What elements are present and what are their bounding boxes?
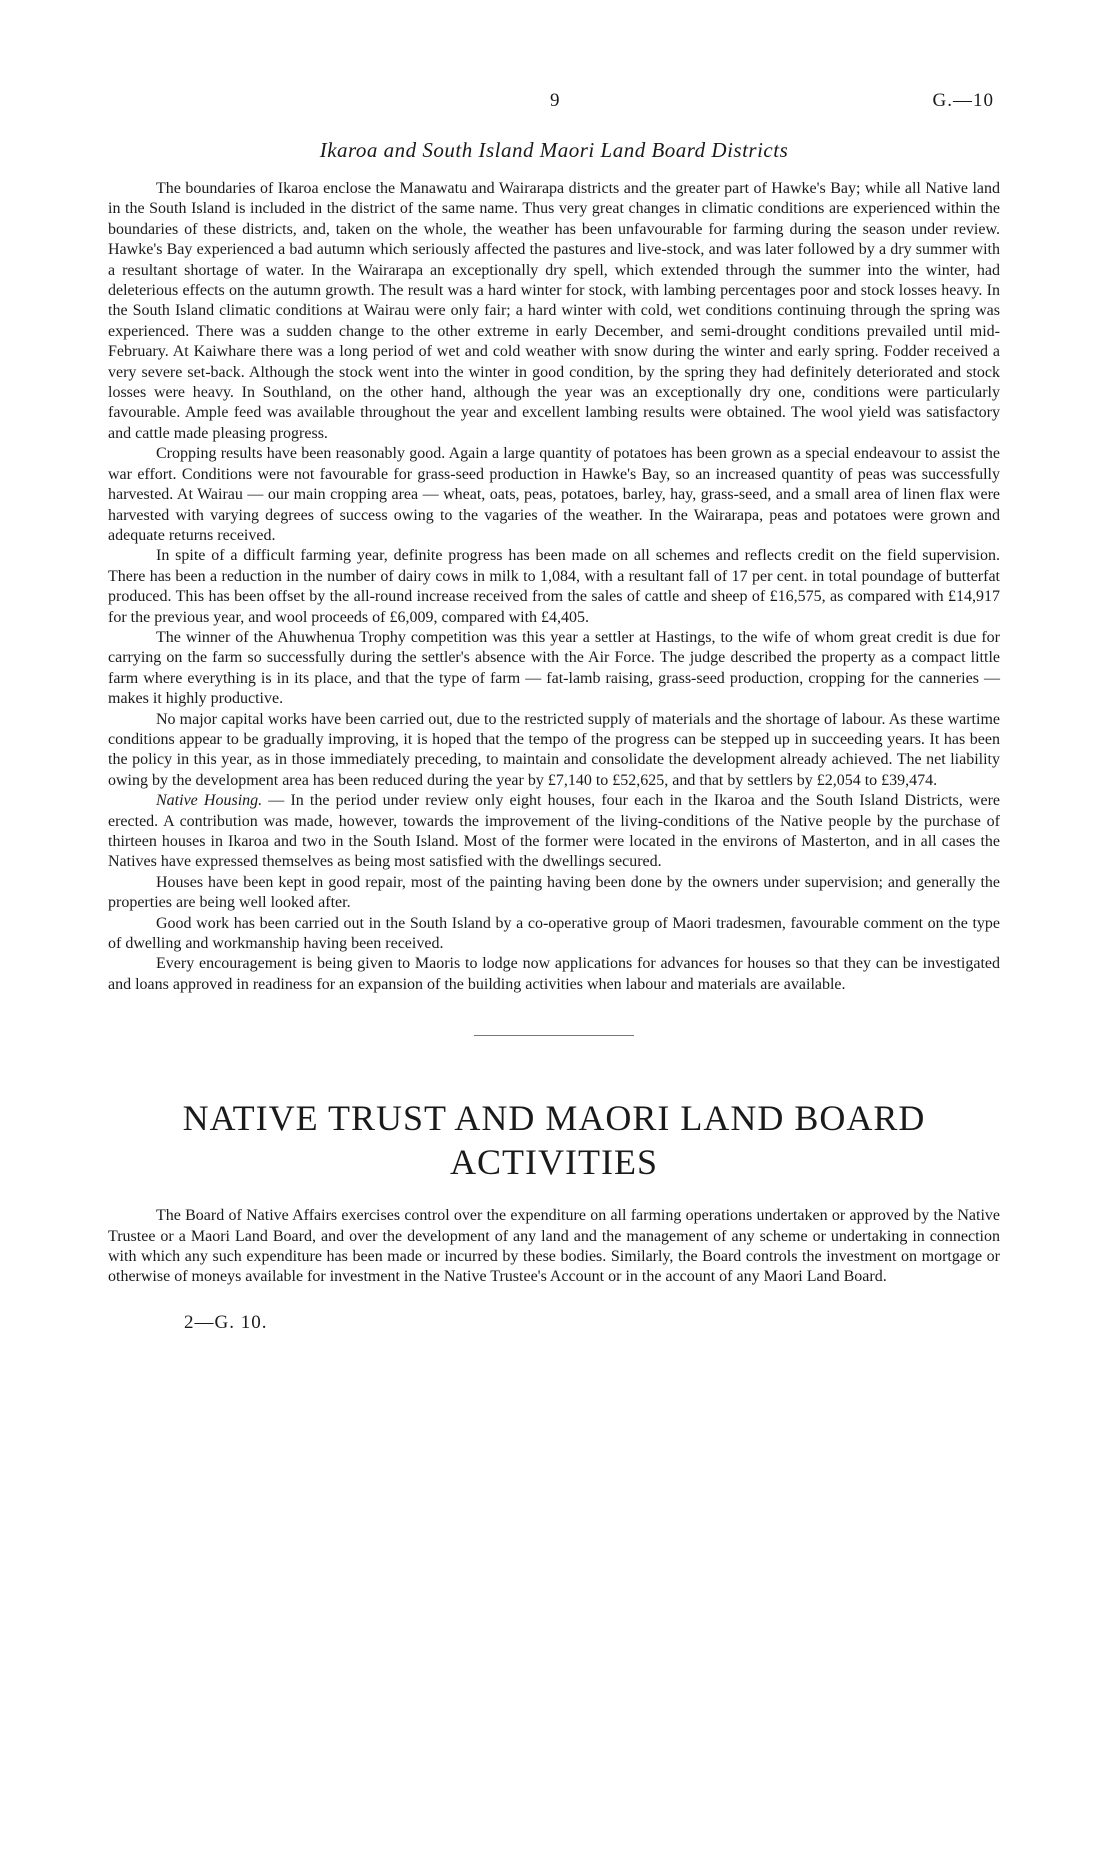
page-number: 9 bbox=[550, 90, 560, 111]
major-heading-line-2: ACTIVITIES bbox=[450, 1142, 658, 1183]
paragraph-climate: The boundaries of Ikaroa enclose the Manawatu and Wairarapa districts and the greater part of Hawke's Bay; while all Native land in the South Island is included in the district of the same name. Thus very great changes in climatic conditions are experienced within the boundaries of these districts, and, taken on the whole, the weather has been unfavourable for farming during the season under review. Hawke's Bay experienced a bad autumn which seriously affected the pastures and live-stock, and was later followed by a dry summer with a resultant shortage of water. In the Wairarapa an exceptionally dry spell, which extended through the summer into the winter, had deleterious effects on the autumn growth. The result was a hard winter for stock, with lambing percentages poor and stock losses heavy. In the South Island climatic conditions at Wairau were only fair; a hard winter with cold, wet conditions continuing through the spring was experienced. There was a sudden change to the other extreme in early December, and semi-drought conditions prevailed until mid-February. At Kaiwhare there was a long period of wet and cold weather with snow during the winter and early spring. Fodder received a very severe set-back. Although the stock went into the winter in good condition, by the spring they had definitely deteriorated and stock losses were heavy. In Southland, on the other hand, although the year was an exceptionally dry one, conditions were particularly favourable. Ample feed was available throughout the year and excellent lambing results were obtained. The wool yield was satisfactory and cattle made pleasing progress. bbox=[108, 180, 1000, 442]
paragraph-capital-works: No major capital works have been carried out, due to the restricted supply of materials and the shortage of labour. As these wartime conditions appear to be gradually improving, it is hoped that the tempo of the progress can be stepped up in succeeding years. It has been the policy in this year, as in those immediately preceding, to maintain and consolidate the development already achieved. The net liability owing by the development area has been reduced during the year by £7,140 to £52,625, and that by settlers by £2,054 to £39,474. bbox=[108, 710, 1000, 789]
paragraph-repairs: Houses have been kept in good repair, most of the painting having been done by the owners under supervision; and generally the properties are being well looked after. bbox=[108, 873, 1000, 912]
paragraph-cropping: Cropping results have been reasonably good. Again a large quantity of potatoes has been grown as a special endeavour to assist the war effort. Conditions were not favourable for grass-seed production in Hawke's Bay, so an increased quantity of peas was successfully harvested. At Wairau — our main cropping area — wheat, oats, peas, potatoes, barley, hay, grass-seed, and a small area of linen flax were harvested with varying degrees of success owing to the vagaries of the weather. In the Wairarapa, peas and potatoes were grown and adequate returns received. bbox=[108, 445, 1000, 544]
paragraph-board-control: The Board of Native Affairs exercises control over the expenditure on all farming operations undertaken or approved by the Native Trustee or a Maori Land Board, and over the development of any land and the management of any scheme or undertaking in connection with which any such expenditure has been made or incurred by these bodies. Similarly, the Board controls the investment on mortgage or otherwise of moneys available for investment in the Native Trustee's Account or in the account of any Maori Land Board. bbox=[108, 1207, 1000, 1286]
major-heading bbox=[108, 1096, 1000, 1184]
paragraph-progress: In spite of a difficult farming year, definite progress has been made on all schemes and reflects credit on the field supervision. There has been a reduction in the number of dairy cows in milk to 1,084, with a resultant fall of 17 per cent. in total poundage of butterfat produced. This has been offset by the all-round increase received from the sales of cattle and sheep of £16,575, as compared with £14,917 for the previous year, and wool proceeds of £6,009, compared with £4,405. bbox=[108, 547, 1000, 626]
footer-reference: 2—G. 10. bbox=[184, 1311, 268, 1333]
page-header bbox=[0, 90, 1114, 120]
paragraph-tradesmen: Good work has been carried out in the South Island by a co-operative group of Maori tradesmen, favourable comment on the type of dwelling and workmanship having been received. bbox=[108, 914, 1000, 953]
section-divider bbox=[474, 1035, 634, 1036]
major-heading-line-1: NATIVE TRUST AND MAORI LAND BOARD bbox=[182, 1098, 926, 1139]
paragraph-native-housing bbox=[108, 791, 1000, 873]
paragraph-encouragement: Every encouragement is being given to Maoris to lodge now applications for advances for houses so that they can be investigated and loans approved in readiness for an expansion of the building activities when labour and materials are available. bbox=[108, 955, 1000, 993]
native-housing-label: Native Housing. bbox=[156, 792, 263, 810]
page-reference: G.—10 bbox=[932, 90, 994, 111]
paragraph-ahuwhenua-trophy: The winner of the Ahuwhenua Trophy competition was this year a settler at Hastings, to the wife of whom great credit is due for carrying on the farm so successfully during the settler's absence with the Air Force. The judge described the property as a compact little farm where everything is in its place, and that the type of farm — fat-lamb raising, grass-seed production, cropping for the canneries — makes it highly productive. bbox=[108, 628, 1000, 708]
page-content bbox=[108, 138, 1000, 1334]
section-heading: Ikaroa and South Island Maori Land Board Districts bbox=[319, 138, 789, 162]
native-housing-text: — In the period under review only eight houses, four each in the Ikaroa and the South Island Districts, were erected. A contribution was made, however, towards the improvement of the living-conditions of the Native people by the purchase of thirteen houses in Ikaroa and two in the South Island. Most of the former were located in the environs of Masterton, and in all cases the Natives have expressed themselves as being most satisfied with the dwellings secured. bbox=[108, 792, 1000, 871]
